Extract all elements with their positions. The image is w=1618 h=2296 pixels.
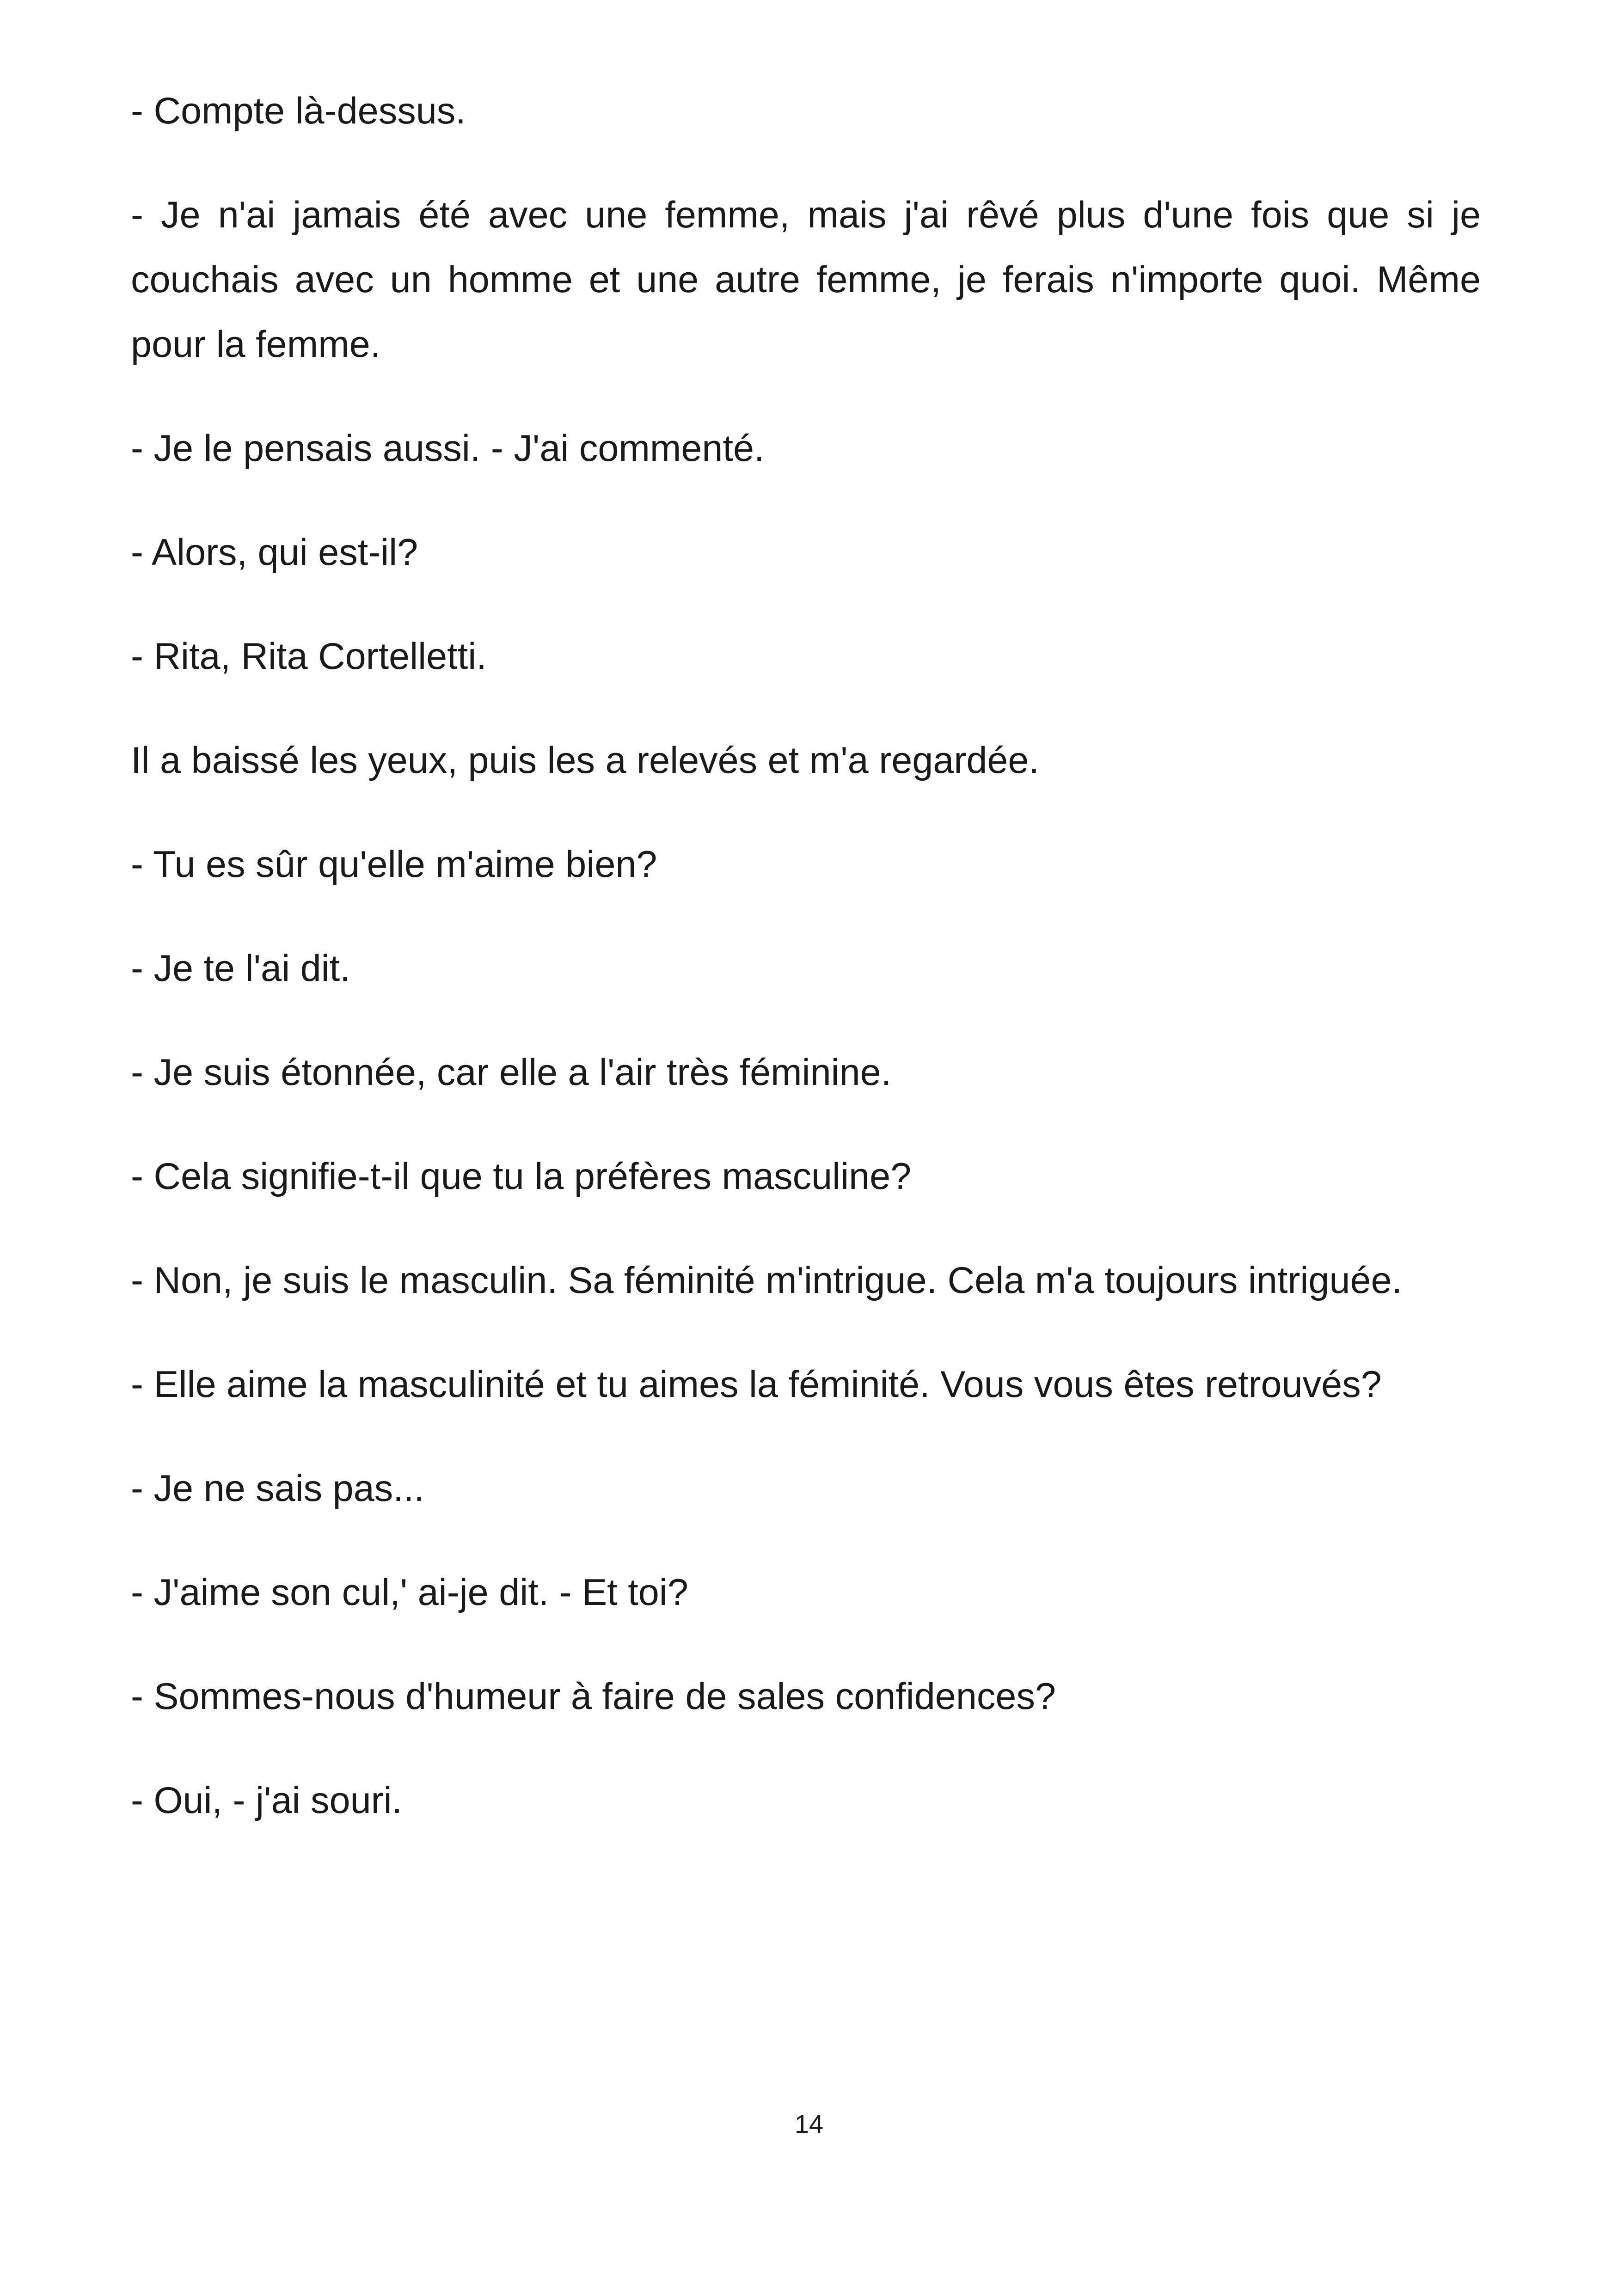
paragraph: - Alors, qui est-il? [131, 532, 418, 573]
paragraph: - Je n'ai jamais été avec une femme, mais j'ai rêvé plus d'une fois que si je couchais avec un homme et une autre femme, je ferais n'importe quoi. Même pour la femme. [131, 194, 1481, 365]
paragraph: - Je suis étonnée, car elle a l'air très féminine. [131, 1052, 892, 1093]
body-text [131, 79, 1481, 1872]
paragraph: - Je le pensais aussi. - J'ai commenté. [131, 428, 765, 469]
paragraph: - Cela signifie-t-il que tu la préfères masculine? [131, 1156, 912, 1197]
paragraph: - Rita, Rita Cortelletti. [131, 636, 487, 677]
page-number: 14 [794, 2109, 824, 2138]
paragraph: - Je ne sais pas... [131, 1468, 424, 1509]
paragraph: - Non, je suis le masculin. Sa féminité m'intrigue. Cela m'a toujours intriguée. [131, 1260, 1403, 1301]
paragraph: - J'aime son cul,' ai-je dit. - Et toi? [131, 1572, 688, 1613]
paragraph: - Compte là-dessus. [131, 90, 466, 132]
paragraph: - Sommes-nous d'humeur à faire de sales confidences? [131, 1676, 1056, 1717]
paragraph: Il a baissé les yeux, puis les a relevés et m'a regardée. [131, 740, 1039, 781]
paragraph: - Oui, - j'ai souri. [131, 1780, 403, 1821]
paragraph: - Elle aime la masculinité et tu aimes la féminité. Vous vous êtes retrouvés? [131, 1364, 1382, 1405]
paragraph: - Je te l'ai dit. [131, 948, 350, 989]
paragraph: - Tu es sûr qu'elle m'aime bien? [131, 844, 657, 885]
